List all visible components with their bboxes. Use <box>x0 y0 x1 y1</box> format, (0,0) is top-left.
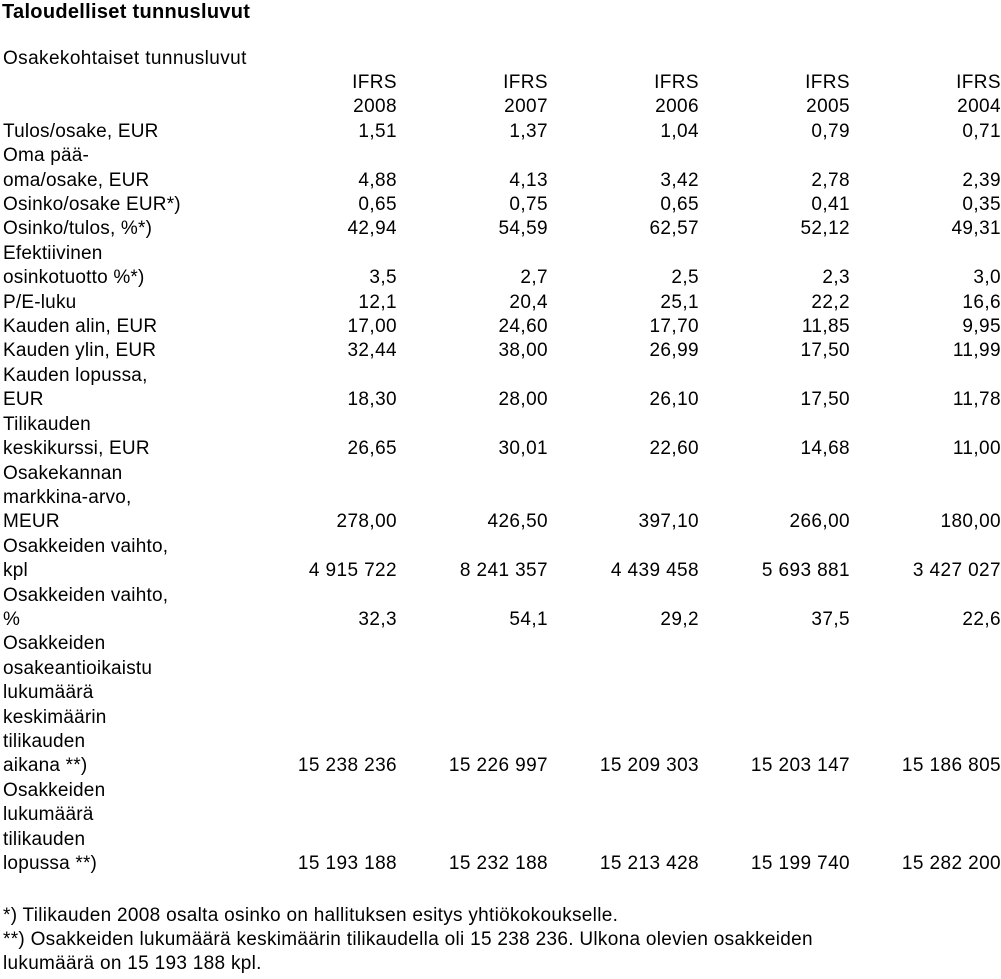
row-label <box>3 632 246 778</box>
value-cell: 20,4 <box>509 291 548 313</box>
table-row <box>3 632 1001 778</box>
value-cell: 15 213 428 <box>599 853 699 874</box>
row-label-line: Osinko/osake EUR*) <box>3 194 181 216</box>
row-label-line: Efektiivinen <box>3 242 103 264</box>
header-year: 2005 <box>806 96 850 118</box>
value-cell: 30,01 <box>498 438 548 460</box>
section-subtitle: Osakekohtaiset tunnusluvut <box>3 48 247 69</box>
value-cell: 0,75 <box>509 194 548 216</box>
row-label <box>3 779 246 877</box>
value-cell: 16,6 <box>962 291 1001 313</box>
row-label-line: MEUR <box>3 511 60 533</box>
key-figures-table <box>3 71 1001 876</box>
header-standard: IFRS <box>352 72 397 93</box>
value-cell: 62,57 <box>649 218 699 240</box>
footnotes <box>3 904 813 976</box>
value-cell: 1,37 <box>509 120 548 142</box>
value-cell: 15 199 740 <box>750 853 850 874</box>
row-label <box>3 413 246 462</box>
value-cell: 32,3 <box>358 608 397 630</box>
table-row <box>3 315 1001 339</box>
value-cell: 17,70 <box>649 316 699 338</box>
value-cell: 15 193 188 <box>297 853 397 874</box>
row-label-line: lukumäärä <box>3 682 94 704</box>
value-cell: 11,00 <box>952 438 1001 460</box>
row-label-line: Osakkeiden <box>3 779 106 801</box>
value-cell: 15 209 303 <box>599 755 699 777</box>
value-cell: 22,2 <box>811 291 850 313</box>
value-cell: 24,60 <box>498 316 548 338</box>
value-cell: 54,1 <box>509 608 548 630</box>
header-row-years <box>3 95 1001 119</box>
row-label-line: Osakkeiden <box>3 633 106 655</box>
row-label <box>3 364 246 413</box>
value-cell: 15 232 188 <box>448 853 548 874</box>
row-label <box>3 242 246 291</box>
row-label-line: Osakekannan <box>3 462 123 484</box>
value-cell: 11,78 <box>952 389 1001 411</box>
value-cell: 29,2 <box>660 608 699 630</box>
row-label-line: Kauden ylin, EUR <box>3 340 157 362</box>
row-label <box>3 217 246 241</box>
value-cell: 0,79 <box>811 120 850 142</box>
table-row <box>3 144 1001 193</box>
row-label <box>3 291 246 315</box>
value-cell: 0,41 <box>811 194 850 216</box>
value-cell: 22,60 <box>649 438 699 460</box>
value-cell: 37,5 <box>811 608 850 630</box>
footnote-line: lukumäärä on 15 193 188 kpl. <box>3 953 262 974</box>
row-label-line: aikana **) <box>3 755 88 777</box>
value-cell: 3,5 <box>369 267 397 289</box>
page-title: Taloudelliset tunnusluvut <box>2 1 251 23</box>
row-label-line: tilikauden <box>3 730 86 752</box>
value-cell: 15 238 236 <box>297 755 397 777</box>
value-cell: 15 282 200 <box>901 853 1001 874</box>
value-cell: 278,00 <box>336 511 397 533</box>
table-row <box>3 779 1001 877</box>
table-row <box>3 413 1001 462</box>
value-cell: 26,99 <box>649 340 699 362</box>
value-cell: 5 693 881 <box>761 560 850 582</box>
value-cell: 26,10 <box>649 389 699 411</box>
header-standard: IFRS <box>956 72 1001 93</box>
value-cell: 11,85 <box>801 316 850 338</box>
row-label-line: % <box>3 608 21 630</box>
value-cell: 8 241 357 <box>459 560 548 582</box>
row-label-line: kpl <box>3 560 28 582</box>
row-label <box>3 120 246 144</box>
value-cell: 54,59 <box>498 218 548 240</box>
row-label-line: Osakkeiden vaihto, <box>3 535 169 557</box>
row-label-line: keskimäärin <box>3 706 107 728</box>
row-label-line: Kauden alin, EUR <box>3 316 158 338</box>
row-label-line: oma/osake, EUR <box>3 169 150 191</box>
value-cell: 0,71 <box>962 120 1001 142</box>
header-standard: IFRS <box>654 72 699 93</box>
value-cell: 3 427 027 <box>912 560 1001 582</box>
table-row <box>3 291 1001 315</box>
value-cell: 4,88 <box>358 169 397 191</box>
header-empty-cell <box>3 71 246 95</box>
value-cell: 22,6 <box>962 608 1001 630</box>
value-cell: 2,3 <box>822 267 850 289</box>
value-cell: 0,65 <box>358 194 397 216</box>
row-label <box>3 584 246 633</box>
value-cell: 0,65 <box>660 194 699 216</box>
row-label <box>3 144 246 193</box>
header-year: 2007 <box>504 96 548 118</box>
value-cell: 426,50 <box>487 511 548 533</box>
table-row <box>3 364 1001 413</box>
value-cell: 28,00 <box>498 389 548 411</box>
value-cell: 397,10 <box>638 511 699 533</box>
value-cell: 1,04 <box>660 120 699 142</box>
row-label <box>3 193 246 217</box>
value-cell: 2,7 <box>520 267 548 289</box>
value-cell: 2,5 <box>671 267 699 289</box>
row-label-line: lopussa **) <box>3 853 98 874</box>
row-label <box>3 339 246 363</box>
value-cell: 18,30 <box>347 389 397 411</box>
row-label-line: Osinko/tulos, %*) <box>3 218 153 240</box>
header-year: 2006 <box>655 96 699 118</box>
footnote-line: *) Tilikauden 2008 osalta osinko on hallituksen esitys yhtiökokoukselle. <box>3 905 619 926</box>
row-label-line: Tulos/osake, EUR <box>3 120 159 142</box>
value-cell: 4,13 <box>509 169 548 191</box>
table-row <box>3 217 1001 241</box>
value-cell: 14,68 <box>800 438 850 460</box>
footnote-line: **) Osakkeiden lukumäärä keskimäärin tilikaudella oli 15 238 236. Ulkona olevien osakkeiden <box>3 929 813 950</box>
value-cell: 180,00 <box>940 511 1001 533</box>
table-row <box>3 242 1001 291</box>
value-cell: 12,1 <box>358 291 397 313</box>
row-label-line: osakeantioikaistu <box>3 657 153 679</box>
table-row <box>3 535 1001 584</box>
value-cell: 4 915 722 <box>308 560 397 582</box>
row-label <box>3 535 246 584</box>
value-cell: 26,65 <box>347 438 397 460</box>
value-cell: 32,44 <box>347 340 397 362</box>
row-label-line: osinkotuotto %*) <box>3 267 145 289</box>
row-label-line: tilikauden <box>3 828 86 850</box>
value-cell: 42,94 <box>347 218 397 240</box>
value-cell: 3,42 <box>660 169 699 191</box>
header-empty-cell <box>3 95 246 119</box>
value-cell: 2,39 <box>962 169 1001 191</box>
table-row <box>3 120 1001 144</box>
header-standard: IFRS <box>503 72 548 93</box>
value-cell: 15 226 997 <box>448 755 548 777</box>
row-label-line: lukumäärä <box>3 804 94 826</box>
header-year: 2008 <box>353 96 397 118</box>
value-cell: 17,50 <box>800 389 850 411</box>
value-cell: 11,99 <box>952 340 1001 362</box>
row-label-line: Tilikauden <box>3 413 91 435</box>
value-cell: 0,35 <box>962 194 1001 216</box>
value-cell: 38,00 <box>498 340 548 362</box>
table-row <box>3 339 1001 363</box>
table-row <box>3 193 1001 217</box>
value-cell: 1,51 <box>358 120 397 142</box>
value-cell: 266,00 <box>789 511 850 533</box>
value-cell: 2,78 <box>811 169 850 191</box>
value-cell: 4 439 458 <box>610 560 699 582</box>
value-cell: 3,0 <box>973 267 1001 289</box>
value-cell: 15 203 147 <box>750 755 850 777</box>
value-cell: 25,1 <box>660 291 699 313</box>
header-row-standard <box>3 71 1001 95</box>
row-label <box>3 315 246 339</box>
row-label-line: Kauden lopussa, <box>3 364 148 386</box>
value-cell: 49,31 <box>951 218 1001 240</box>
value-cell: 52,12 <box>800 218 850 240</box>
value-cell: 17,50 <box>800 340 850 362</box>
value-cell: 15 186 805 <box>901 755 1001 777</box>
row-label-line: EUR <box>3 389 44 411</box>
header-standard: IFRS <box>805 72 850 93</box>
row-label <box>3 462 246 535</box>
table-row <box>3 584 1001 633</box>
row-label-line: Osakkeiden vaihto, <box>3 584 169 606</box>
row-label-line: markkina-arvo, <box>3 486 132 508</box>
row-label-line: P/E-luku <box>3 291 77 313</box>
value-cell: 17,00 <box>347 316 397 338</box>
row-label-line: keskikurssi, EUR <box>3 438 150 460</box>
row-label-line: Oma pää- <box>3 145 90 167</box>
table-row <box>3 462 1001 535</box>
header-year: 2004 <box>957 96 1001 118</box>
value-cell: 9,95 <box>962 316 1001 338</box>
